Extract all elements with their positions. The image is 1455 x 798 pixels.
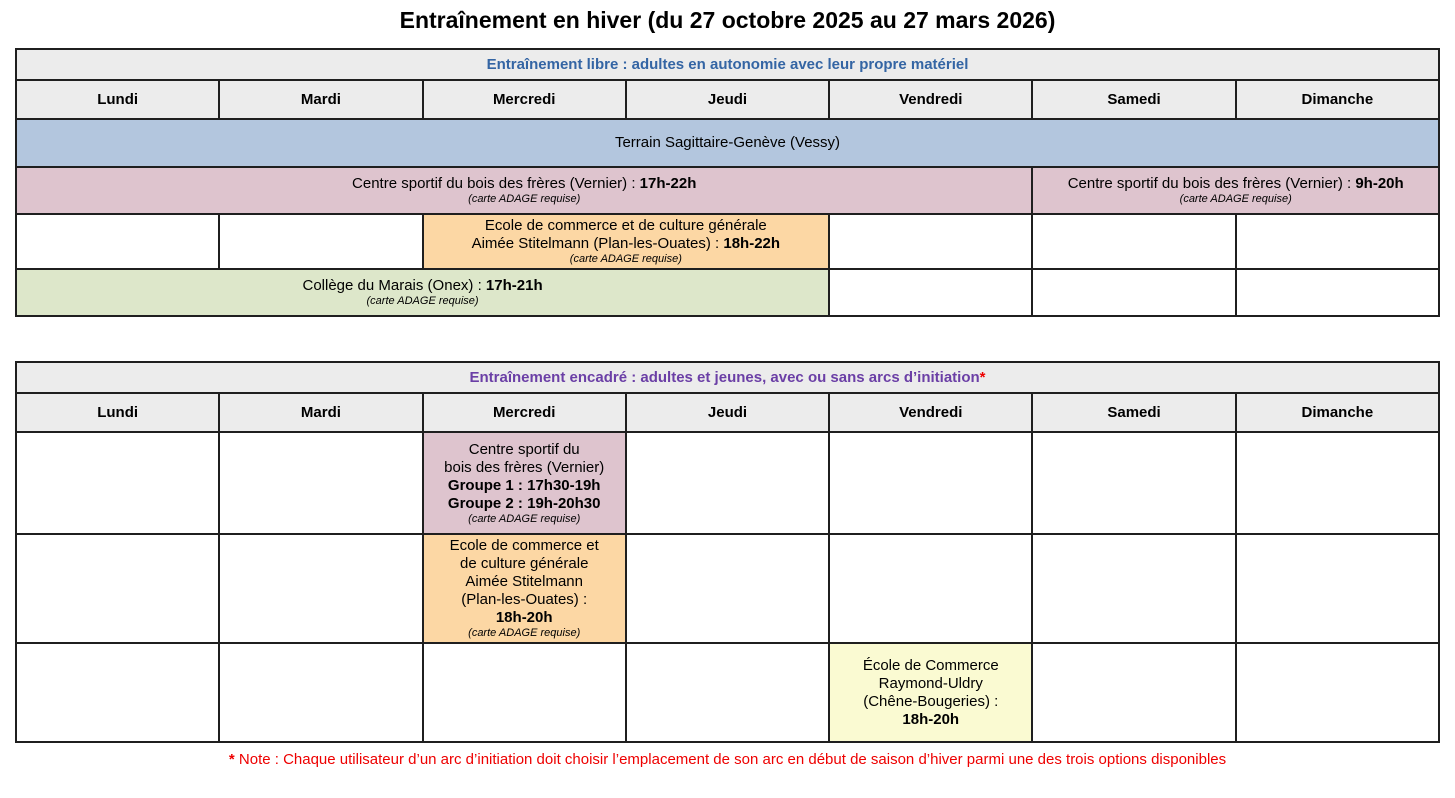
- empty-cell: [1236, 534, 1439, 643]
- table-encadre-header-cell: [16, 362, 1439, 393]
- marais-location: Collège du Marais (Onex) :: [302, 277, 482, 294]
- table-libre-header-cell: [16, 49, 1439, 80]
- day-header-dimanche: Dimanche: [1236, 80, 1439, 119]
- row-marais: [16, 269, 1439, 316]
- empty-cell: [219, 214, 422, 269]
- stitelmann-libre-location: Aimée Stitelmann (Plan-les-Ouates) :: [471, 235, 720, 252]
- uldry-line2: Raymond-Uldry: [878, 674, 983, 692]
- row-stitelmann-libre: [16, 214, 1439, 269]
- cell-stitelmann-encadre: [423, 534, 626, 643]
- empty-cell: [626, 643, 829, 742]
- uldry-time: 18h-20h: [902, 710, 960, 728]
- table-libre-header-row: [16, 49, 1439, 80]
- uldry-line1: École de Commerce: [862, 656, 999, 674]
- table-libre-days-row: [16, 80, 1439, 119]
- cell-marais: [16, 269, 829, 316]
- empty-cell: [1236, 214, 1439, 269]
- day-header-dimanche: Dimanche: [1236, 393, 1439, 432]
- vernier-encadre-group2: Groupe 2 : 19h-20h30: [447, 494, 601, 512]
- schedule-table-encadre: [15, 361, 1440, 743]
- empty-cell: [1032, 534, 1235, 643]
- cell-uldry: [829, 643, 1032, 742]
- stitelmann-encadre-line1: Ecole de commerce et: [449, 537, 599, 554]
- stitelmann-encadre-adage-note: (carte ADAGE requise): [468, 627, 581, 639]
- marais-adage-note: (carte ADAGE requise): [366, 295, 479, 307]
- stitelmann-libre-line1: Ecole de commerce et de culture générale: [484, 217, 767, 234]
- empty-cell: [1032, 269, 1235, 316]
- vernier-encadre-group1: Groupe 1 : 17h30-19h: [447, 476, 601, 494]
- vernier-weekend-time: 9h-20h: [1355, 175, 1404, 192]
- cell-stitelmann-libre: [423, 214, 830, 269]
- empty-cell: [1032, 643, 1235, 742]
- stitelmann-libre-time: 18h-22h: [723, 235, 781, 252]
- table-encadre-header-asterisk: *: [979, 368, 986, 386]
- stitelmann-encadre-line4: (Plan-les-Ouates) :: [461, 591, 588, 608]
- row-uldry: [16, 643, 1439, 742]
- day-header-vendredi: Vendredi: [829, 393, 1032, 432]
- row-vessy: [16, 119, 1439, 167]
- empty-cell: [219, 534, 422, 643]
- stitelmann-libre-line2: [428, 235, 825, 253]
- empty-cell: [423, 643, 626, 742]
- uldry-line3: (Chêne-Bougeries) :: [863, 692, 999, 710]
- stitelmann-encadre-line3: Aimée Stitelmann: [465, 573, 583, 590]
- empty-cell: [16, 534, 219, 643]
- empty-cell: [16, 643, 219, 742]
- stitelmann-encadre-line2: de culture générale: [459, 555, 589, 572]
- vernier-weekend-adage-note: (carte ADAGE requise): [1179, 193, 1292, 205]
- empty-cell: [1236, 269, 1439, 316]
- cell-vernier-encadre: [423, 432, 626, 534]
- stitelmann-libre-adage-note: (carte ADAGE requise): [569, 253, 682, 265]
- row-stitelmann-encadre: [16, 534, 1439, 643]
- empty-cell: [626, 432, 829, 534]
- empty-cell: [1236, 432, 1439, 534]
- empty-cell: [829, 534, 1032, 643]
- row-vernier-encadre: [16, 432, 1439, 534]
- vernier-weekdays-adage-note: (carte ADAGE requise): [468, 193, 581, 205]
- footnote-asterisk: *: [228, 751, 235, 768]
- vernier-weekend-location: Centre sportif du bois des frères (Vernier) :: [1067, 175, 1352, 192]
- day-header-jeudi: Jeudi: [626, 393, 829, 432]
- empty-cell: [219, 432, 422, 534]
- vernier-weekdays-location: Centre sportif du bois des frères (Vernier) :: [352, 175, 636, 192]
- day-header-mercredi: Mercredi: [423, 393, 626, 432]
- empty-cell: [16, 214, 219, 269]
- day-header-vendredi: Vendredi: [829, 80, 1032, 119]
- page-title: Entraînement en hiver (du 27 octobre 2025 au 27 mars 2026): [399, 7, 1056, 33]
- empty-cell: [16, 432, 219, 534]
- empty-cell: [829, 214, 1032, 269]
- footnote: [0, 751, 1455, 768]
- vernier-encadre-adage-note: (carte ADAGE requise): [468, 512, 581, 525]
- day-header-samedi: Samedi: [1032, 80, 1235, 119]
- day-header-mardi: Mardi: [219, 393, 422, 432]
- vernier-encadre-line2: bois des frères (Vernier): [444, 458, 605, 476]
- day-header-jeudi: Jeudi: [626, 80, 829, 119]
- day-header-mercredi: Mercredi: [423, 80, 626, 119]
- day-header-lundi: Lundi: [16, 393, 219, 432]
- table-encadre-days-row: [16, 393, 1439, 432]
- table-encadre-header-row: [16, 362, 1439, 393]
- cell-terrain-vessy: Terrain Sagittaire-Genève (Vessy): [16, 119, 1439, 167]
- cell-vernier-weekdays: [16, 167, 1032, 214]
- empty-cell: [829, 432, 1032, 534]
- stitelmann-encadre-time: 18h-20h: [495, 609, 553, 626]
- table-encadre-header: Entraînement encadré : adultes et jeunes, avec ou sans arcs d’initiation: [469, 368, 980, 386]
- day-header-samedi: Samedi: [1032, 393, 1235, 432]
- footnote-text: Note : Chaque utilisateur d’un arc d’initiation doit choisir l’emplacement de son arc en début de saison d’hiver parmi une des trois options disponibles: [238, 751, 1227, 768]
- vernier-encadre-line1: Centre sportif du: [468, 440, 580, 458]
- empty-cell: [1236, 643, 1439, 742]
- empty-cell: [1032, 432, 1235, 534]
- day-header-mardi: Mardi: [219, 80, 422, 119]
- empty-cell: [219, 643, 422, 742]
- vernier-weekdays-time: 17h-22h: [639, 175, 697, 192]
- schedule-table-libre: [15, 48, 1440, 317]
- row-vernier-libre: [16, 167, 1439, 214]
- cell-vernier-weekend: [1032, 167, 1439, 214]
- day-header-lundi: Lundi: [16, 80, 219, 119]
- empty-cell: [1032, 214, 1235, 269]
- empty-cell: [626, 534, 829, 643]
- table-libre-header: Entraînement libre : adultes en autonomie avec leur propre matériel: [486, 55, 969, 73]
- empty-cell: [829, 269, 1032, 316]
- marais-time: 17h-21h: [485, 277, 543, 294]
